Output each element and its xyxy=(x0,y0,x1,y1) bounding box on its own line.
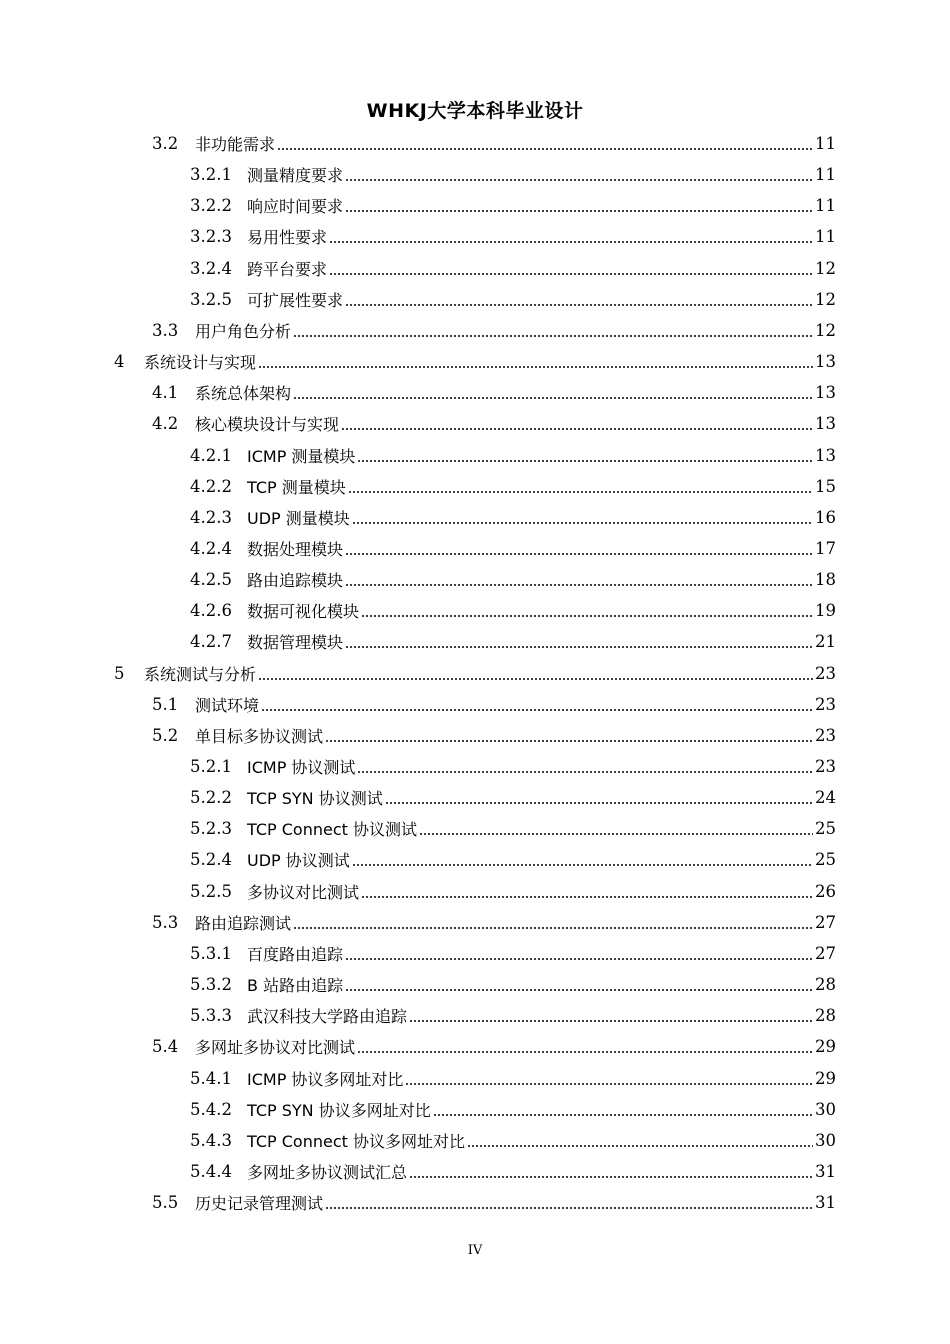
toc-entry-page: 25 xyxy=(815,819,836,839)
toc-dot-leader xyxy=(357,460,813,462)
toc-entry-page: 25 xyxy=(815,850,836,870)
toc-dot-leader xyxy=(345,304,813,306)
toc-entry-number: 5.4.3 xyxy=(190,1130,232,1150)
toc-entry[interactable] xyxy=(190,159,836,190)
toc-entry-title: 可扩展性要求 xyxy=(247,290,344,310)
toc-dot-leader xyxy=(352,522,813,524)
toc-dot-leader xyxy=(261,709,813,711)
toc-entry-number: 4 xyxy=(114,352,125,372)
toc-entry[interactable] xyxy=(190,221,836,252)
toc-entry-title: 跨平台要求 xyxy=(247,259,328,279)
toc-entry[interactable] xyxy=(152,377,836,408)
toc-entry-title: 测试环境 xyxy=(195,695,260,715)
toc-dot-leader xyxy=(341,428,813,430)
toc-entry[interactable] xyxy=(152,128,836,159)
toc-entry-page: 12 xyxy=(815,289,836,309)
toc-entry-number: 5.2.3 xyxy=(190,819,232,839)
toc-entry-title: 历史记录管理测试 xyxy=(195,1194,324,1214)
toc-entry-number: 4.2.5 xyxy=(190,570,232,590)
toc-dot-leader xyxy=(345,646,813,648)
toc-entry-page: 30 xyxy=(815,1099,836,1119)
toc-entry-page: 31 xyxy=(815,1193,836,1213)
toc-entry-number: 5.3.2 xyxy=(190,975,232,995)
toc-dot-leader xyxy=(345,989,813,991)
toc-entry-page: 11 xyxy=(815,196,836,216)
toc-entry[interactable] xyxy=(190,471,836,502)
toc-dot-leader xyxy=(361,615,813,617)
toc-entry-page: 12 xyxy=(815,258,836,278)
toc-entry-number: 3.2.4 xyxy=(190,258,232,278)
toc-entry[interactable] xyxy=(114,346,836,377)
toc-entry-number: 3.2 xyxy=(152,134,179,153)
toc-entry-number: 5.4.2 xyxy=(190,1099,232,1119)
toc-entry[interactable] xyxy=(190,502,836,533)
toc-dot-leader xyxy=(325,1207,813,1209)
toc-entry-number: 5.2.1 xyxy=(190,757,232,776)
toc-entry-number: 3.2.2 xyxy=(190,196,232,216)
toc-entry-title: 多协议对比测试 xyxy=(247,882,360,902)
toc-entry-page: 21 xyxy=(815,632,836,652)
toc-dot-leader xyxy=(345,584,813,586)
toc-entry-number: 5.4 xyxy=(152,1037,179,1057)
toc-dot-leader xyxy=(385,802,813,804)
toc-entry[interactable] xyxy=(152,408,836,439)
toc-entry-title: 数据可视化模块 xyxy=(247,602,360,622)
toc-entry-number: 4.2.4 xyxy=(190,538,232,558)
toc-entry-page: 16 xyxy=(815,507,836,527)
toc-entry-number: 5.2.4 xyxy=(190,850,232,870)
toc-entry-title: 单目标多协议测试 xyxy=(195,726,324,746)
toc-entry[interactable] xyxy=(190,1156,836,1187)
toc-dot-leader xyxy=(258,366,813,368)
page-header: WHKJ大学本科毕业设计 xyxy=(366,100,584,122)
toc-dot-leader xyxy=(419,833,813,835)
toc-entry-page: 29 xyxy=(815,1068,836,1088)
toc-entry[interactable] xyxy=(114,658,836,689)
toc-entry-page: 23 xyxy=(815,725,836,745)
toc-entry[interactable] xyxy=(190,533,836,564)
toc-entry[interactable] xyxy=(152,1187,836,1218)
toc-entry-number: 5.5 xyxy=(152,1193,179,1213)
toc-entry-number: 5.3.3 xyxy=(190,1006,232,1026)
toc-dot-leader xyxy=(357,1051,813,1053)
toc-entry-number: 5 xyxy=(114,663,125,683)
toc-entry-number: 5.1 xyxy=(152,694,179,714)
toc-dot-leader xyxy=(329,273,813,275)
toc-dot-leader xyxy=(345,958,813,960)
toc-entry-page: 26 xyxy=(815,881,836,901)
toc-entry[interactable] xyxy=(190,876,836,907)
toc-entry-title: 多网址多协议对比测试 xyxy=(195,1038,356,1058)
toc-entry-page: 27 xyxy=(815,912,836,932)
toc-entry-title: 路由追踪模块 xyxy=(247,571,344,591)
toc-entry[interactable] xyxy=(190,626,836,657)
toc-entry-title: 多网址多协议测试汇总 xyxy=(247,1162,408,1182)
toc-entry[interactable] xyxy=(190,253,836,284)
toc-entry-number: 5.2.2 xyxy=(190,788,232,808)
toc-entry-page: 23 xyxy=(815,757,836,776)
toc-entry-page: 13 xyxy=(815,383,836,403)
toc-entry-title: 系统测试与分析 xyxy=(144,664,257,684)
toc-entry-number: 4.2.3 xyxy=(190,507,232,527)
toc-entry-page: 13 xyxy=(815,445,836,465)
toc-entry-page: 29 xyxy=(815,1037,836,1057)
toc-entry[interactable] xyxy=(152,315,836,346)
toc-entry-page: 23 xyxy=(815,663,836,683)
toc-entry[interactable] xyxy=(190,1000,836,1031)
toc-dot-leader xyxy=(329,241,813,243)
toc-entry-title: 路由追踪测试 xyxy=(195,913,292,933)
toc-entry-page: 23 xyxy=(815,694,836,714)
toc-dot-leader xyxy=(277,148,813,150)
toc-entry-page: 13 xyxy=(815,352,836,372)
toc-entry-page: 11 xyxy=(815,165,836,185)
toc-entry[interactable] xyxy=(190,1063,836,1094)
toc-entry-page: 18 xyxy=(815,570,836,590)
toc-dot-leader xyxy=(405,1083,813,1085)
toc-dot-leader xyxy=(433,1114,813,1116)
toc-entry[interactable] xyxy=(190,813,836,844)
toc-entry-title: 百度路由追踪 xyxy=(247,944,344,964)
toc-entry-title: 非功能需求 xyxy=(195,135,276,154)
toc-dot-leader xyxy=(345,210,813,212)
toc-entry[interactable] xyxy=(190,782,836,813)
toc-entry-number: 3.2.3 xyxy=(190,227,232,247)
toc-entry-title: B 站路由追踪 xyxy=(247,976,344,996)
toc-dot-leader xyxy=(361,896,813,898)
toc-entry-page: 13 xyxy=(815,414,836,434)
toc-dot-leader xyxy=(409,1176,813,1178)
toc-entry-title: 数据管理模块 xyxy=(247,633,344,653)
toc-entry-number: 5.3.1 xyxy=(190,943,232,963)
toc-entry-title: UDP 协议测试 xyxy=(247,851,350,871)
toc-entry[interactable] xyxy=(190,190,836,221)
toc-entry-number: 4.2 xyxy=(152,414,179,434)
toc-entry-title: TCP SYN 协议测试 xyxy=(247,789,383,809)
toc-entry-page: 11 xyxy=(815,227,836,247)
toc-entry-number: 5.2 xyxy=(152,725,179,745)
toc-entry[interactable] xyxy=(190,969,836,1000)
toc-entry[interactable] xyxy=(190,595,836,626)
toc-entry-title: 系统设计与实现 xyxy=(144,353,257,373)
toc-entry-number: 4.2.2 xyxy=(190,476,232,496)
toc-entry-title: TCP 测量模块 xyxy=(247,477,346,497)
toc-dot-leader xyxy=(325,740,813,742)
toc-entry-page: 12 xyxy=(815,320,836,340)
toc-entry-title: TCP Connect 协议多网址对比 xyxy=(247,1131,465,1151)
toc-dot-leader xyxy=(352,864,813,866)
toc-entry-title: ICMP 测量模块 xyxy=(247,446,356,466)
toc-entry-title: 用户角色分析 xyxy=(195,321,292,341)
toc-dot-leader xyxy=(293,927,813,929)
page-number: IV xyxy=(467,1243,483,1258)
toc-entry-number: 5.3 xyxy=(152,912,179,932)
toc-entry-page: 31 xyxy=(815,1161,836,1181)
toc-entry-page: 30 xyxy=(815,1130,836,1150)
toc-entry-title: ICMP 协议测试 xyxy=(247,758,356,777)
toc-entry-page: 28 xyxy=(815,1006,836,1026)
toc-entry-number: 4.1 xyxy=(152,383,179,403)
toc-entry-number: 5.4.1 xyxy=(190,1068,232,1088)
toc-entry-title: 数据处理模块 xyxy=(247,539,344,559)
toc-entry-page: 19 xyxy=(815,601,836,621)
toc-entry[interactable] xyxy=(190,284,836,315)
toc-entry-page: 28 xyxy=(815,975,836,995)
toc-entry[interactable] xyxy=(190,751,836,782)
toc-entry-page: 17 xyxy=(815,538,836,558)
toc-entry[interactable] xyxy=(190,938,836,969)
toc-entry-number: 5.2.5 xyxy=(190,881,232,901)
toc-entry[interactable] xyxy=(152,689,836,720)
toc-entry[interactable] xyxy=(190,1094,836,1125)
toc-entry-number: 3.2.1 xyxy=(190,165,232,185)
toc-entry-number: 4.2.7 xyxy=(190,632,232,652)
toc-entry-title: 易用性要求 xyxy=(247,228,328,248)
toc-entry-title: 系统总体架构 xyxy=(195,384,292,404)
toc-entry-number: 3.3 xyxy=(152,320,179,340)
toc-entry-title: 响应时间要求 xyxy=(247,197,344,217)
toc-entry-number: 5.4.4 xyxy=(190,1161,232,1181)
toc-entry[interactable] xyxy=(152,1031,836,1062)
toc-entry[interactable] xyxy=(190,440,836,471)
toc-entry[interactable] xyxy=(152,907,836,938)
toc-dot-leader xyxy=(409,1020,813,1022)
toc-entry-title: 测量精度要求 xyxy=(247,166,344,186)
toc-entry-title: TCP Connect 协议测试 xyxy=(247,820,417,840)
toc-dot-leader xyxy=(293,335,813,337)
toc-dot-leader xyxy=(345,179,813,181)
toc-entry-page: 27 xyxy=(815,943,836,963)
toc-entry-number: 3.2.5 xyxy=(190,289,232,309)
toc-entry-page: 15 xyxy=(815,476,836,496)
toc-entry[interactable] xyxy=(190,844,836,875)
toc-entry-title: TCP SYN 协议多网址对比 xyxy=(247,1100,431,1120)
toc-dot-leader xyxy=(345,553,813,555)
toc-entry-page: 24 xyxy=(815,788,836,808)
toc-entry[interactable] xyxy=(190,1125,836,1156)
toc-entry-title: ICMP 协议多网址对比 xyxy=(247,1069,404,1089)
toc-entry-number: 4.2.1 xyxy=(190,445,232,465)
toc-dot-leader xyxy=(357,771,813,773)
toc-dot-leader xyxy=(293,397,813,399)
toc-entry[interactable] xyxy=(152,720,836,751)
toc-entry-number: 4.2.6 xyxy=(190,601,232,621)
toc-entry-title: 核心模块设计与实现 xyxy=(195,415,340,435)
toc-dot-leader xyxy=(467,1145,813,1147)
toc-entry[interactable] xyxy=(190,564,836,595)
toc-entry-title: 武汉科技大学路由追踪 xyxy=(247,1007,408,1027)
toc-dot-leader xyxy=(348,491,813,493)
toc-entry-title: UDP 测量模块 xyxy=(247,508,350,528)
toc-dot-leader xyxy=(258,678,813,680)
toc-entry-page: 11 xyxy=(815,134,836,153)
